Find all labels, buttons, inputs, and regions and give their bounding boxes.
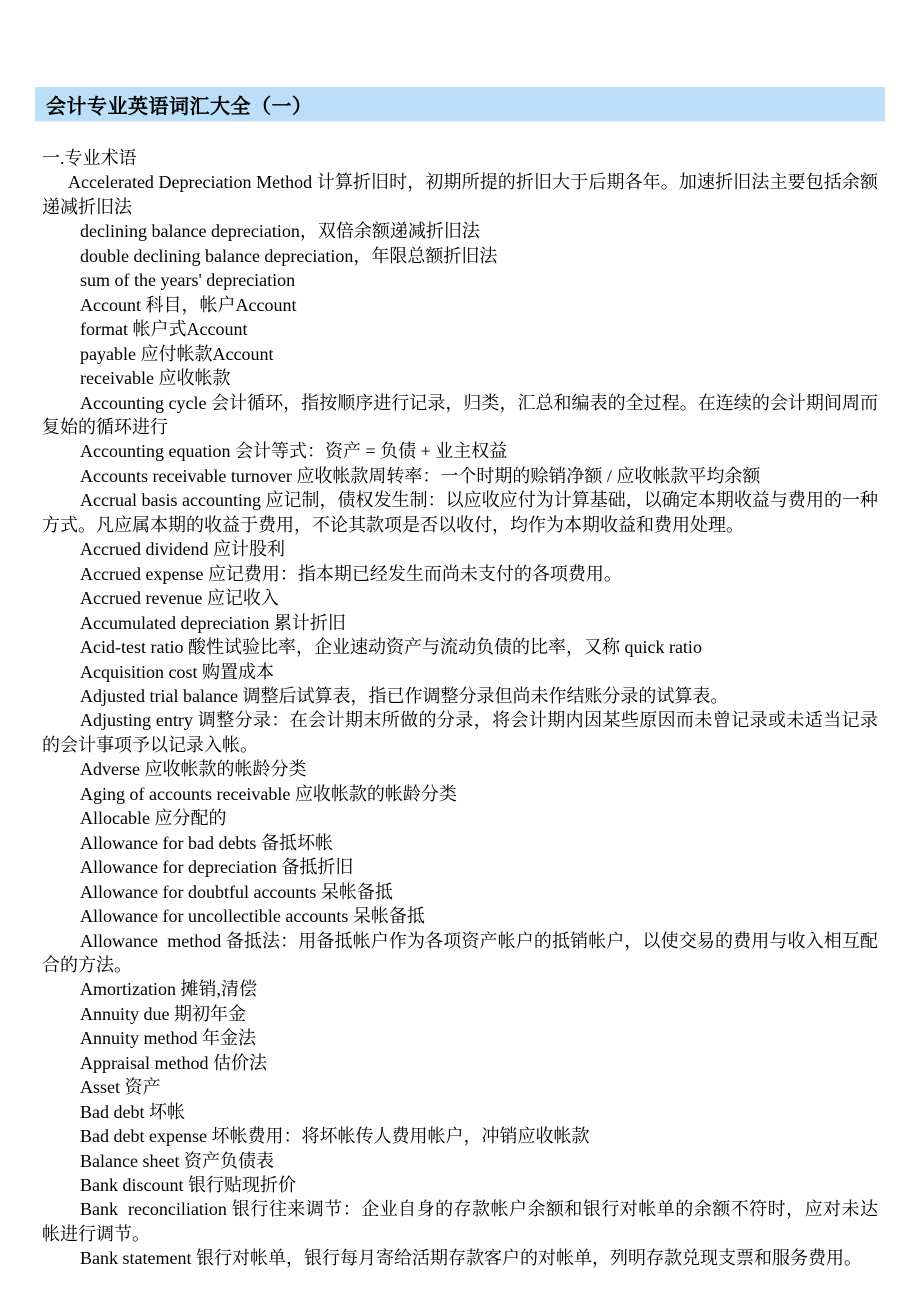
vocab-entry: Accumulated depreciation 累计折旧	[80, 612, 346, 633]
vocab-entry: sum of the years' depreciation	[80, 270, 296, 291]
vocab-entry: Acid-test ratio 酸性试验比率，企业速动资产与流动负债的比率，又称 quick ratio	[80, 637, 702, 658]
vocab-entry: Accounting equation 会计等式：资产 = 负债 + 业主权益	[80, 441, 508, 462]
vocab-entry: Bad debt 坏帐	[80, 1101, 185, 1122]
vocab-entry: double declining balance depreciation，年限总额折旧法	[80, 245, 498, 266]
doc-title-bar	[35, 87, 885, 122]
vocab-entry: Adverse 应收帐款的帐龄分类	[80, 759, 307, 780]
vocab-entry: Aging of accounts receivable 应收帐款的帐龄分类	[80, 783, 457, 804]
vocab-entry: Bank statement 银行对帐单，银行每月寄给活期存款客户的对帐单，列明存款兑现支票和服务费用。	[80, 1248, 862, 1269]
vocab-entry: Bad debt expense 坏帐费用：将坏帐传人费用帐户，冲销应收帐款	[80, 1126, 590, 1147]
vocab-entry: Bank reconciliation 银行往来调节：企业自身的存款帐户余额和银行对帐单的余额不符时，应对未达帐进行调节。	[42, 1199, 878, 1244]
vocab-entry: format 帐户式Account	[80, 319, 248, 340]
vocab-entry: Accrued dividend 应计股利	[80, 539, 285, 560]
vocab-entry: Accrued expense 应记费用：指本期已经发生而尚未支付的各项费用。	[80, 563, 622, 584]
vocab-entry: Accrued revenue 应记收入	[80, 588, 279, 609]
vocab-entry: Appraisal method 估价法	[80, 1052, 267, 1073]
vocab-entry: Adjusting entry 调整分录：在会计期末所做的分录，将会计期内因某些原因而未曾记录或未适当记录的会计事项予以记录入帐。	[42, 710, 878, 755]
vocab-entry: Allowance for doubtful accounts 呆帐备抵	[80, 881, 393, 902]
vocab-entry: Allowance for depreciation 备抵折旧	[80, 857, 354, 878]
vocab-entry: Annuity method 年金法	[80, 1028, 256, 1049]
vocab-entry: Adjusted trial balance 调整后试算表，指已作调整分录但尚未作结账分录的试算表。	[80, 685, 729, 706]
page-title: 会计专业英语词汇大全（一）	[46, 95, 313, 118]
document-body	[42, 146, 878, 1271]
vocab-entry: Account 科目，帐户Account	[80, 294, 297, 315]
vocab-entry: receivable 应收帐款	[80, 368, 231, 389]
vocab-entry: Amortization 摊销,清偿	[80, 979, 257, 1000]
vocab-entry: Acquisition cost 购置成本	[80, 661, 274, 682]
vocab-entry: Bank discount 银行贴现折价	[80, 1175, 296, 1196]
vocab-entry: payable 应付帐款Account	[80, 343, 274, 364]
vocab-entry: Accrual basis accounting 应记制，债权发生制：以应收应付为计算基础，以确定本期收益与费用的一种方式。凡应属本期的收益于费用，不论其款项是否以收付，均作为本期收益和费用处理。	[42, 490, 878, 535]
vocab-entry: declining balance depreciation，双倍余额递减折旧法	[80, 221, 480, 242]
vocab-entry: Allowance for bad debts 备抵坏帐	[80, 832, 333, 853]
vocab-entry: Accelerated Depreciation Method 计算折旧时，初期所提的折旧大于后期各年。加速折旧法主要包括余额递减折旧法	[42, 172, 878, 217]
vocab-entry: Accounts receivable turnover 应收帐款周转率：一个时期的赊销净额 / 应收帐款平均余额	[80, 465, 761, 486]
vocab-entry: Accounting cycle 会计循环，指按顺序进行记录，归类，汇总和编表的全过程。在连续的会计期间周而复始的循环进行	[42, 392, 878, 437]
vocab-entry: Allowance method 备抵法：用备抵帐户作为各项资产帐户的抵销帐户，以使交易的费用与收入相互配合的方法。	[42, 930, 878, 975]
vocab-entry: Annuity due 期初年金	[80, 1003, 246, 1024]
vocab-entry: Asset 资产	[80, 1077, 161, 1098]
vocab-entry: Allowance for uncollectible accounts 呆帐备抵	[80, 906, 425, 927]
vocab-list	[42, 170, 878, 1270]
vocab-entry: Allocable 应分配的	[80, 808, 227, 829]
vocab-entry: Balance sheet 资产负债表	[80, 1150, 274, 1171]
section-heading: 一.专业术语	[42, 148, 137, 168]
